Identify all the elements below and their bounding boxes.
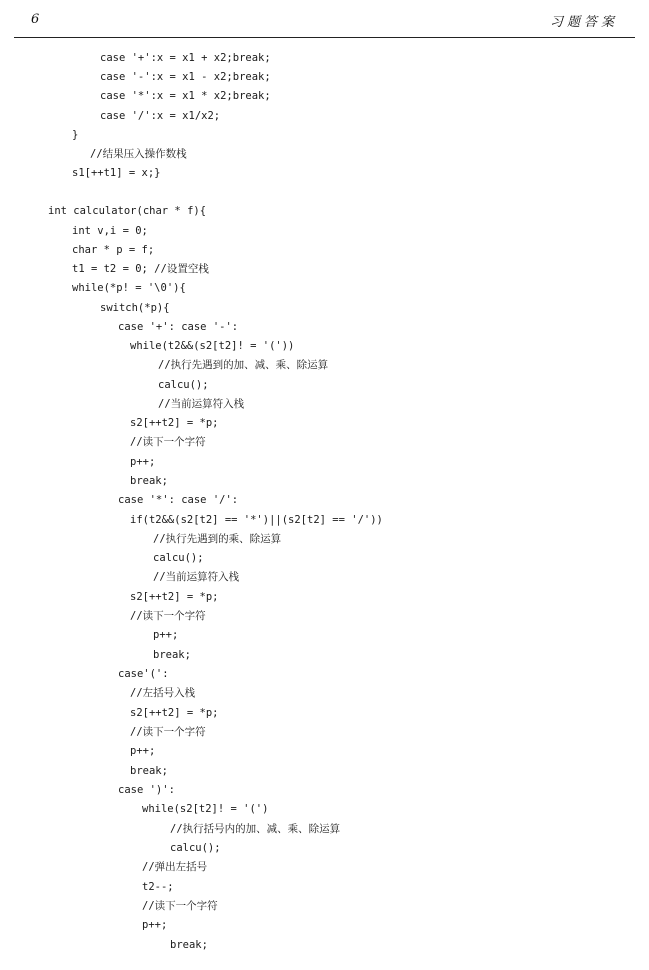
- code-line: if(t2&&(s2[t2] == '*')||(s2[t2] == '/')): [130, 514, 383, 526]
- code-line code-comment: //读下一个字符: [130, 436, 206, 448]
- code-line: calcu();: [158, 379, 209, 391]
- code-line: while(*p! = '\0'){: [72, 282, 186, 294]
- code-line: p++;: [130, 456, 156, 468]
- code-line code-comment: //执行括号内的加、减、乘、除运算: [170, 823, 341, 835]
- code-line: calcu();: [153, 552, 204, 564]
- code-line: case '-':x = x1 - x2;break;: [100, 71, 271, 83]
- code-line code-comment: //左括号入栈: [130, 687, 196, 699]
- code-line: s1[++t1] = x;}: [72, 167, 161, 179]
- code-line: case'(':: [118, 668, 169, 680]
- code-line code-comment: //当前运算符入栈: [153, 571, 240, 583]
- code-line code-comment: //当前运算符入栈: [158, 398, 245, 410]
- code-line: switch(*p){: [100, 302, 170, 314]
- code-line code-comment: //读下一个字符: [130, 610, 206, 622]
- code-line: case ')':: [118, 784, 175, 796]
- code-line: calcu();: [170, 842, 221, 854]
- code-line code-comment: //读下一个字符: [130, 726, 206, 738]
- code-line: while(t2&&(s2[t2]! = '(')): [130, 340, 295, 352]
- code-line: break;: [130, 475, 168, 487]
- code-line: case '+': case '-':: [118, 321, 239, 333]
- page-number: 6: [31, 12, 40, 27]
- code-line function-signature: int calculator(char * f){: [48, 205, 207, 217]
- code-line: s2[++t2] = *p;: [130, 707, 219, 719]
- code-line: int v,i = 0;: [72, 225, 148, 237]
- code-line code-comment: //结果压入操作数栈: [90, 148, 187, 160]
- code-line: }: [72, 129, 79, 141]
- code-line: p++;: [153, 629, 179, 641]
- code-line: case '/':x = x1/x2;: [100, 110, 221, 122]
- code-line: s2[++t2] = *p;: [130, 417, 219, 429]
- code-line: break;: [170, 939, 208, 951]
- code-line code-comment: //执行先遇到的加、减、乘、除运算: [158, 359, 329, 371]
- code-line: char * p = f;: [72, 244, 155, 256]
- code-line code-comment: //执行先遇到的乘、除运算: [153, 533, 282, 545]
- code-line: p++;: [130, 745, 156, 757]
- code-line: break;: [130, 765, 168, 777]
- code-line: case '+':x = x1 + x2;break;: [100, 52, 271, 64]
- code-line code-comment: //弹出左括号: [142, 861, 208, 873]
- code-line: case '*':x = x1 * x2;break;: [100, 90, 271, 102]
- code-line: t2--;: [142, 881, 174, 893]
- code-line: while(s2[t2]! = '('): [142, 803, 269, 815]
- code-line: s2[++t2] = *p;: [130, 591, 219, 603]
- code-line: case '*': case '/':: [118, 494, 239, 506]
- code-line code-comment: //读下一个字符: [142, 900, 218, 912]
- code-line: break;: [153, 649, 191, 661]
- code-line: t1 = t2 = 0; //设置空栈: [72, 263, 209, 275]
- code-line: p++;: [142, 919, 168, 931]
- running-head: 习题答案: [549, 15, 618, 30]
